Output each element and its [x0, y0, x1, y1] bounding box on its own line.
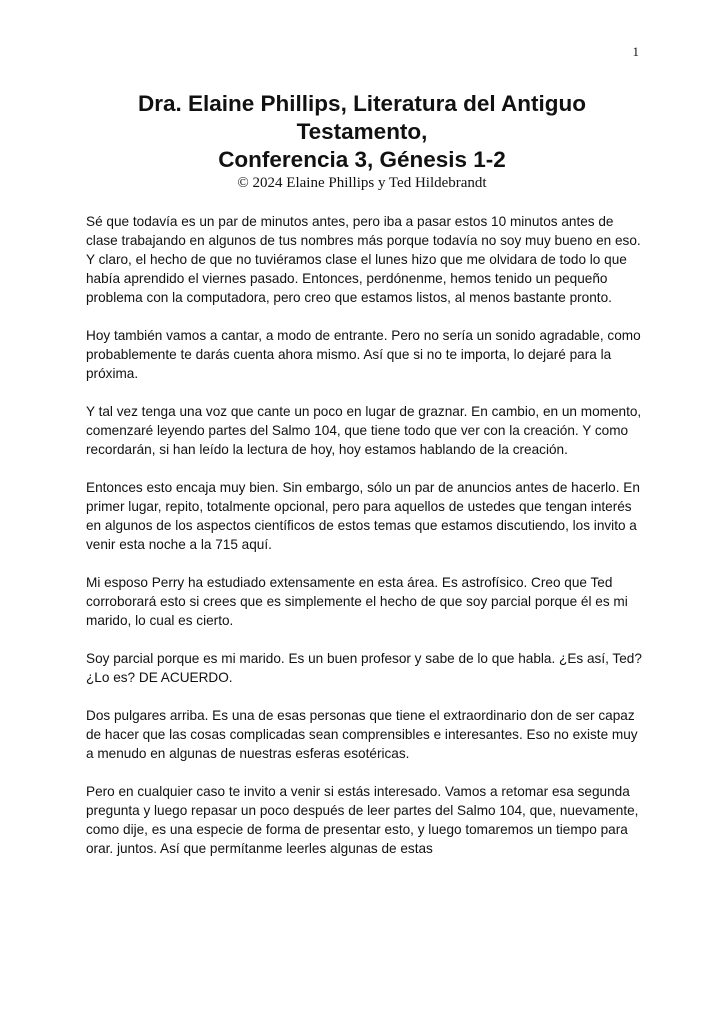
- document-header: [0, 90, 724, 192]
- page-number: 1: [632, 44, 639, 59]
- paragraph: Soy parcial porque es mi marido. Es un buen profesor y sabe de lo que habla. ¿Es así, Ted? ¿Lo es? DE ACUERDO.: [86, 651, 642, 685]
- document-body: [86, 212, 648, 877]
- document-title: [0, 90, 724, 174]
- paragraph: Dos pulgares arriba. Es una de esas personas que tiene el extraordinario don de ser capaz de hacer que las cosas complicadas sean comprensibles e interesantes. Eso no existe muy a menudo en algunas de nuestras esferas esotéricas.: [86, 708, 638, 761]
- paragraph: Hoy también vamos a cantar, a modo de entrante. Pero no sería un sonido agradable, como probablemente te darás cuenta ahora mismo. Así que si no te importa, lo dejaré para la próxima.: [86, 328, 641, 381]
- paragraph: Mi esposo Perry ha estudiado extensamente en esta área. Es astrofísico. Creo que Ted corroborará esto si crees que es simplemente el hecho de que soy parcial porque él es mi marido, lo cual es cierto.: [86, 575, 628, 628]
- paragraph: Y tal vez tenga una voz que cante un poco en lugar de graznar. En cambio, en un momento, comenzaré leyendo partes del Salmo 104, que tiene todo que ver con la creación. Y como recordarán, si han leído la lectura de hoy, hoy estamos hablando de la creación.: [86, 404, 642, 457]
- copyright-notice: © 2024 Elaine Phillips y Ted Hildebrandt: [237, 175, 487, 191]
- paragraph: Pero en cualquier caso te invito a venir si estás interesado. Vamos a retomar esa segunda pregunta y luego repasar un poco después de leer partes del Salmo 104, que, nuevamente, como dije, es una especie de forma de presentar esto, y luego tomaremos un tiempo para orar. juntos. Así que permítanme leerles algunas de estas: [86, 784, 639, 856]
- title-line-2: Testamento,: [296, 119, 428, 144]
- paragraph: Sé que todavía es un par de minutos antes, pero iba a pasar estos 10 minutos antes de clase trabajando en algunos de tus nombres más porque todavía no soy muy bueno en eso. Y claro, el hecho de que no tuviéramos clase el lunes hizo que me olvidara de todo lo que había aprendido el viernes pasado. Entonces, perdónenme, hemos tenido un pequeño problema con la computadora, pero creo que estamos listos, al menos bastante pronto.: [86, 214, 641, 305]
- paragraph: Entonces esto encaja muy bien. Sin embargo, sólo un par de anuncios antes de hacerlo. En primer lugar, repito, totalmente opcional, pero para aquellos de ustedes que tengan interés en algunos de los aspectos científicos de estos temas que estamos discutiendo, los invito a venir esta noche a la 715 aquí.: [86, 480, 640, 552]
- title-line-1: Dra. Elaine Phillips, Literatura del Antiguo: [138, 91, 586, 116]
- title-line-3: Conferencia 3, Génesis 1-2: [218, 147, 506, 172]
